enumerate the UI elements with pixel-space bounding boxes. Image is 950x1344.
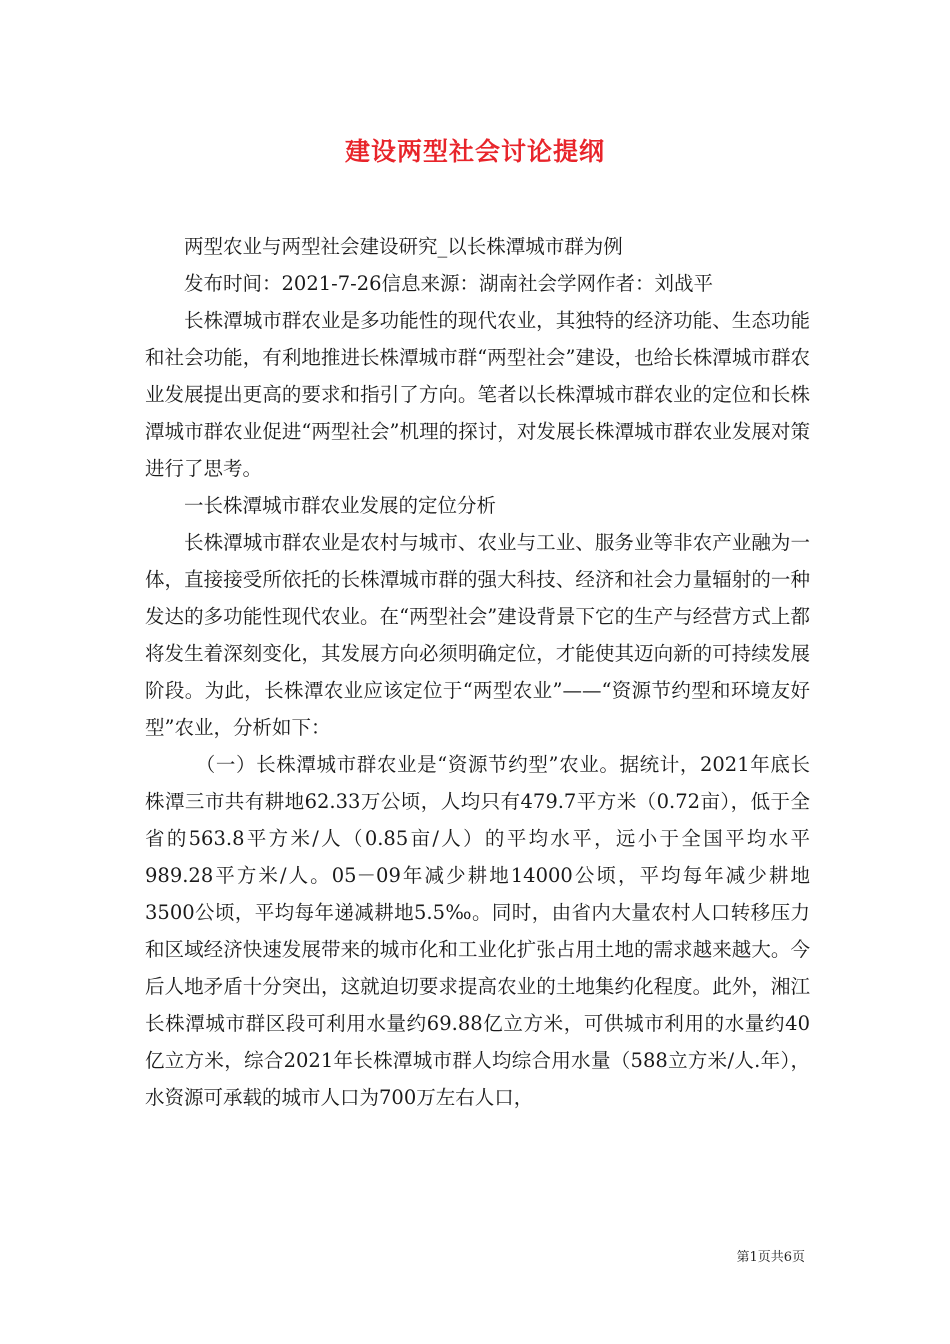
section-heading: 一长株潭城市群农业发展的定位分析 [184, 494, 497, 517]
document-body [145, 228, 810, 1116]
subtitle-paragraph: 两型农业与两型社会建设研究_以长株潭城市群为例 [184, 235, 623, 258]
page-number: 第1页共6页 [736, 1250, 805, 1265]
intro-paragraph: 长株潭城市群农业是多功能性的现代农业，其独特的经济功能、生态功能和社会功能，有利地推进长株潭城市群“两型社会”建设，也给长株潭城市群农业发展提出更高的要求和指引了方向。笔者以长株潭城市群农业的定位和长株潭城市群农业促进“两型社会”机理的探讨，对发展长株潭城市群农业发展对策进行了思考。 [145, 309, 810, 480]
document-title: 建设两型社会讨论提纲 [344, 137, 605, 166]
body-paragraph: 长株潭城市群农业是农村与城市、农业与工业、服务业等非农产业融为一体，直接接受所依托的长株潭城市群的强大科技、经济和社会力量辐射的一种发达的多功能性现代农业。在“两型社会”建设背景下它的生产与经营方式上都将发生着深刻变化，其发展方向必须明确定位，才能使其迈向新的可持续发展阶段。为此，长株潭农业应该定位于“两型农业”——“资源节约型和环境友好型”农业，分析如下： [145, 531, 810, 739]
publish-info-paragraph: 发布时间：2021-7-26信息来源：湖南社会学网作者：刘战平 [184, 272, 714, 295]
body-paragraph: （一）长株潭城市群农业是“资源节约型”农业。据统计，2021年底长株潭三市共有耕地62.33万公顷，人均只有479.7平方米（0.72亩），低于全省的563.8平方米/人（0.85亩/人）的平均水平，远小于全国平均水平989.28平方米/人。05－09年减少耕地14000公顷，平均每年减少耕地3500公顷，平均每年递减耕地5.5‰。同时，由省内大量农村人口转移压力和区域经济快速发展带来的城市化和工业化扩张占用土地的需求越来越大。今后人地矛盾十分突出，这就迫切要求提高农业的土地集约化程度。此外，湘江长株潭城市群区段可利用水量约69.88亿立方米，可供城市利用的水量约40亿立方米，综合2021年长株潭城市群人均综合用水量（588立方米/人.年），水资源可承载的城市人口为700万左右人口， [145, 753, 810, 1109]
